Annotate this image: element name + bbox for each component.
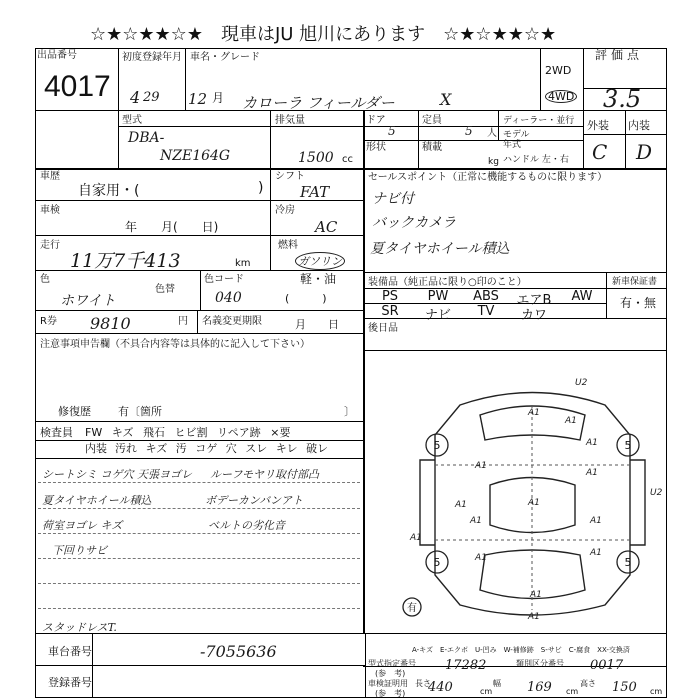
displacement-value: 1500: [298, 150, 334, 166]
equip-ps: PS: [381, 289, 399, 304]
damage-mark: A1: [528, 408, 540, 418]
car-damage-diagram: [400, 375, 665, 630]
length-unit: cm: [480, 687, 493, 696]
cooler-label: 冷房: [275, 205, 295, 216]
length-label: 長さ: [415, 679, 431, 688]
cooler-value: AC: [315, 218, 338, 236]
damage-legend: A-キズ E-エクボ U-凹み W-補修跡 S-サビ C-腐食 XX-交換済: [412, 646, 630, 654]
capacity-label: 定員: [422, 115, 442, 126]
doors-label: ドア: [366, 115, 386, 126]
capacity-unit: 人: [487, 128, 497, 139]
width-label: 幅: [493, 679, 501, 688]
type-cert-sub: (参 考): [375, 669, 406, 678]
equipment-row2: [366, 304, 606, 323]
damage-mark: A1: [586, 468, 598, 478]
interior-item: 破レ: [306, 442, 329, 455]
interior-item: 汚れ: [115, 442, 137, 455]
equip-abs: ABS: [473, 289, 499, 304]
displacement-label: 排気量: [275, 115, 305, 126]
equip-airbag: エアB: [516, 293, 552, 308]
chassis-label: 車台番号: [48, 645, 92, 658]
size-label: 車検証明用: [368, 679, 408, 688]
name-change-label: 名義変更期限: [202, 316, 262, 327]
equip-leather: カワ: [520, 308, 547, 323]
color-code-value: 040: [215, 290, 242, 306]
repair-label: 修復歴: [58, 405, 91, 418]
inspection-text: 年 月( 日): [125, 220, 219, 234]
model-year-label1: モデル: [503, 130, 530, 140]
damage-mark: A1: [528, 612, 540, 622]
score-label: 評価点: [595, 48, 644, 62]
chassis-value: -7055636: [200, 642, 277, 661]
shift-value: FAT: [300, 183, 330, 201]
interior-item: キレ: [275, 442, 298, 455]
interior-item: スレ: [245, 442, 268, 455]
mileage-unit: km: [235, 258, 251, 269]
drive-4wd: 4WD: [545, 90, 577, 103]
banner: ☆★☆★★☆★ 現車はJU 旭川にあります ☆★☆★★☆★: [90, 24, 557, 45]
doors-value: 5: [388, 124, 396, 138]
equipment-label: 装備品（純正品に限り○印のこと）: [368, 277, 527, 288]
capacity-value: 5: [465, 124, 473, 138]
damage-mark: A1: [475, 461, 487, 471]
damage-mark: A1: [470, 516, 482, 526]
damage-mark: A1: [410, 533, 422, 543]
displacement-unit: cc: [342, 154, 353, 165]
height-unit: cm: [650, 687, 663, 696]
equip-navi: ナビ: [424, 308, 451, 323]
model-code: NZE164G: [160, 148, 231, 164]
damage-mark: A1: [590, 548, 602, 558]
inspector-item: ×要: [270, 426, 291, 439]
warranty-value: 有・無: [620, 296, 657, 310]
model-year-label2: 年式: [503, 140, 522, 150]
recycle-unit: 円: [178, 316, 188, 327]
damage-mark: A1: [528, 498, 540, 508]
dealer-label: ディーラー・並行: [503, 116, 575, 126]
shift-label: シフト: [275, 171, 305, 182]
registration-label: 登録番号: [48, 676, 92, 689]
comment-6: ベルトの劣化音: [208, 519, 285, 532]
repair-value: 有〔箇所: [118, 405, 162, 418]
inspector-item: キズ: [111, 426, 134, 439]
class-value: 0017: [590, 658, 624, 673]
interior-item: コゲ: [195, 442, 218, 455]
recycle-label: R券: [40, 316, 57, 327]
comment-3: 夏タイヤホイール積込: [42, 494, 152, 507]
score-value: 3.5: [603, 85, 642, 113]
exterior-score: C: [592, 140, 608, 164]
history-value: 自家用・(: [78, 183, 140, 199]
handle-label: ハンドル 左・右: [503, 155, 569, 165]
sales-point-3: 夏タイヤホイール積込: [370, 241, 510, 257]
first-reg-month-unit: 月: [212, 91, 225, 105]
inspector-items: [85, 427, 291, 438]
fuel-label: 燃料: [278, 240, 298, 251]
damage-mark: U2: [575, 378, 588, 388]
height-label: 高さ: [580, 679, 596, 688]
damage-mark: A1: [475, 553, 487, 563]
color-change-label: 色替: [155, 284, 175, 295]
mileage-label: 走行: [40, 240, 60, 251]
equip-sr: SR: [381, 304, 399, 319]
width-value: 169: [527, 680, 552, 695]
rear-points-label: 内装: [85, 442, 107, 455]
rear-seat-label: 後日品: [368, 323, 398, 334]
equip-pw: PW: [427, 289, 449, 304]
first-reg-label: 初度登録年月: [122, 52, 182, 63]
first-reg-era: 29: [143, 90, 160, 105]
equip-tv: TV: [477, 304, 495, 319]
inspector-item: リペア跡: [217, 426, 261, 439]
comment-5: 荷室ヨゴレ キズ: [42, 519, 123, 532]
damage-mark: A1: [455, 500, 467, 510]
interior-item: 汚: [175, 442, 187, 455]
exterior-label: 外装: [587, 119, 609, 132]
interior-score: D: [636, 140, 653, 164]
fuel-value: ガソリン: [295, 252, 345, 270]
repair-close: 〕: [344, 405, 355, 418]
type-cert-label: 型式指定番号: [368, 659, 416, 668]
rear-points-items: [115, 443, 328, 454]
sales-point-2: バックカメラ: [372, 215, 456, 231]
fuel-paren: ( ): [285, 292, 327, 305]
interior-item: キズ: [145, 442, 168, 455]
comment-2: ルーフモヤリ取付部凸: [210, 468, 320, 481]
first-reg-year: 4: [130, 88, 141, 107]
size-sub: (参 考): [375, 689, 406, 698]
model-prefix: DBA-: [128, 130, 165, 146]
interior-label: 内装: [628, 119, 650, 132]
inspector-item: 飛石: [143, 426, 165, 439]
tire-rl-depth: 5: [433, 556, 441, 569]
tire-rr-depth: 5: [624, 556, 632, 569]
warranty-label: 新車保証書: [612, 277, 658, 287]
class-label: 類別区分番号: [516, 659, 564, 668]
car-name: カローラ フィールダー: [242, 94, 395, 112]
history-close: ): [258, 180, 264, 196]
load-unit: kg: [488, 157, 499, 167]
drive-2wd: 2WD: [545, 64, 572, 77]
sales-points-label: セールスポイント（正常に機能するものに限ります）: [368, 172, 608, 183]
tire-fr-depth: 5: [624, 439, 632, 452]
comment-1: シートシミ コゲ穴 天張ヨゴレ: [42, 468, 192, 481]
mileage-value: 11万7千413: [70, 250, 181, 272]
inspector-item: FW: [85, 426, 103, 439]
height-value: 150: [612, 680, 637, 695]
damage-mark: A1: [586, 438, 598, 448]
lot-label: 出品番号: [37, 50, 77, 61]
comment-4: ボデーカンバンアト: [205, 494, 304, 507]
type-cert-value: 17282: [445, 658, 487, 673]
comment-8: スタッドレスT.: [42, 621, 117, 634]
model-label: 型式: [122, 115, 142, 126]
damage-mark: A1: [590, 516, 602, 526]
notes-label: 注意事項申告欄（不具合内容等は具体的に記入して下さい）: [40, 339, 310, 350]
car-label: 車名・グレード: [190, 52, 260, 63]
length-value: 440: [428, 680, 453, 695]
first-reg-month: 12: [188, 90, 208, 108]
width-unit: cm: [566, 687, 579, 696]
damage-mark: U2: [650, 488, 663, 498]
damage-mark: A1: [530, 590, 542, 600]
tire-fl-depth: 5: [433, 439, 441, 452]
color-code-label: 色コード: [204, 274, 244, 285]
lot-number: 4017: [44, 70, 111, 103]
sales-point-1: ナビ付: [372, 191, 414, 207]
recycle-value: 9810: [90, 314, 131, 333]
interior-item: 穴: [225, 442, 237, 455]
inspection-label: 車検: [40, 205, 60, 216]
inspector-item: ヒビ割: [174, 426, 208, 439]
color-value: ホワイト: [60, 293, 116, 309]
equip-aw: AW: [571, 289, 593, 304]
fuel-light: 軽・油: [300, 272, 337, 286]
history-label: 車歴: [40, 171, 60, 182]
color-label: 色: [40, 274, 50, 285]
comment-7: 下回りサビ: [52, 544, 107, 557]
damage-mark: A1: [565, 416, 577, 426]
shape-label: 形状: [366, 142, 386, 153]
load-label: 積載: [422, 142, 442, 153]
car-grade: X: [440, 90, 452, 109]
inspector-label: 検査員: [40, 426, 73, 439]
name-change-text: 月 日: [295, 318, 339, 331]
spare-mark: 有: [407, 603, 417, 614]
